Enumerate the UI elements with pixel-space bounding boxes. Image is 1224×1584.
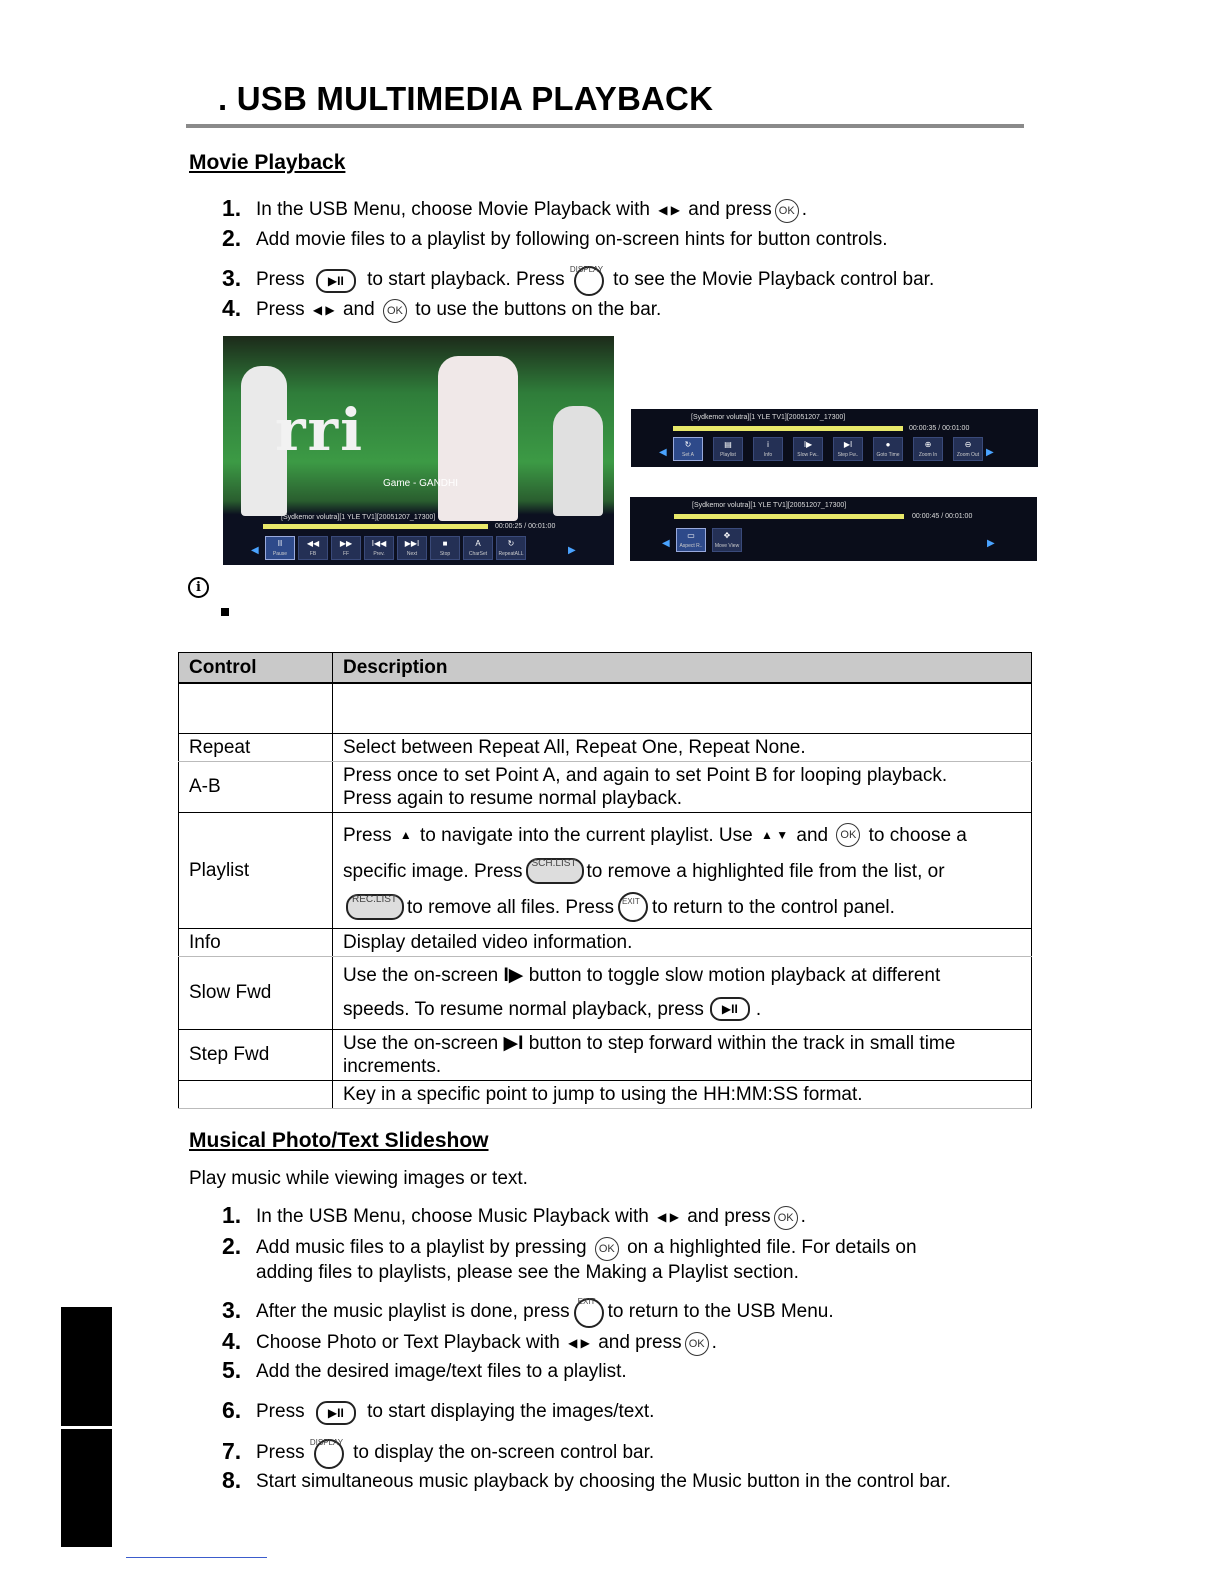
slideshow-step-4: 4. Choose Photo or Text Playback with ◀ ▶ and press OK .	[222, 1328, 717, 1354]
time-readout: 00:00:45 / 00:01:00	[912, 513, 973, 520]
exit-button-icon: EXIT	[574, 1298, 604, 1328]
table-row: Slow Fwd Use the on-screen I▶ button to toggle slow motion playback at different speeds. To resume normal playback, press ▶II .	[179, 956, 1032, 1029]
slideshow-heading: Musical Photo/Text Slideshow	[189, 1129, 489, 1152]
control-bar-button[interactable]: ■ Stop	[430, 536, 460, 560]
control-bar-button[interactable]: i Info	[753, 437, 783, 461]
column-header-control: Control	[179, 653, 333, 684]
title-divider	[186, 124, 1024, 128]
control-bar-button[interactable]: ▶I Step Fw..	[833, 437, 863, 461]
slideshow-step-5: 5. Add the desired image/text files to a playlist.	[222, 1357, 627, 1383]
step-number: 3.	[222, 265, 242, 292]
bar1-control-row	[673, 437, 983, 461]
left-right-arrows-icon: ◀ ▶	[657, 1210, 679, 1224]
display-button-icon: DISPLAY	[574, 266, 604, 296]
slow-forward-icon: I▶	[503, 964, 524, 986]
controls-table	[178, 652, 1032, 1109]
play-pause-icon: ▶II	[316, 1401, 356, 1425]
slideshow-step-1: 1. In the USB Menu, choose Music Playback with ◀ ▶ and press OK .	[222, 1202, 806, 1228]
control-bar-button[interactable]: ◀◀ FB	[298, 536, 328, 560]
step-number: 4.	[222, 295, 242, 321]
right-nav-icon: ▶	[987, 538, 995, 549]
control-bar-button[interactable]: ▶▶I Next	[397, 536, 427, 560]
left-nav-icon: ◀	[659, 447, 667, 458]
rec-list-button-icon: REC.LIST	[346, 894, 404, 920]
control-bar-button[interactable]: ● Goto Time	[873, 437, 903, 461]
screenshot-caption: Game - GANDHI	[383, 478, 459, 489]
step-forward-icon: ▶I	[503, 1032, 524, 1054]
display-button-icon: DISPLAY	[314, 1439, 344, 1469]
table-row: Playlist Press ▲ to navigate into the current playlist. Use ▲ ▼ and OK to choose a specific image. Press SCH.LIST to remove a highlighted file from the list, or REC.LIST to remove all files. Press EXIT to return to the control panel.	[179, 812, 1032, 928]
table-row: Step Fwd Use the on-screen ▶I button to step forward within the track in small time increments.	[179, 1029, 1032, 1080]
left-right-arrows-icon: ◀ ▶	[312, 303, 335, 317]
file-label: [Sydkemor volutra][1 YLE TV1][20051207_17300]	[691, 414, 846, 421]
control-bar-button[interactable]: ▶▶ FF	[331, 536, 361, 560]
control-bar-button[interactable]: ✥ Move View	[712, 528, 742, 552]
column-header-description: Description	[333, 653, 1032, 684]
left-right-arrows-icon: ◀ ▶	[658, 203, 680, 217]
control-bar-button[interactable]: ▭ Aspect R..	[676, 528, 706, 552]
table-row: A-B Press once to set Point A, and again to set Point B for looping playback. Press again to resume normal playback.	[179, 761, 1032, 812]
time-readout: 00:00:35 / 00:01:00	[909, 425, 970, 432]
slideshow-step-3: 3. After the music playlist is done, press EXIT to return to the USB Menu.	[222, 1298, 834, 1328]
movie-step-3: 3. Press ▶II to start playback. Press DISPLAY to see the Movie Playback control bar.	[222, 266, 934, 296]
movie-step-2: 2. Add movie files to a playlist by following on-screen hints for button controls.	[222, 225, 888, 251]
file-label: [Sydkemor volutra][1 YLE TV1][20051207_17300]	[692, 502, 847, 509]
side-tab	[61, 1429, 112, 1547]
ok-button-icon: OK	[595, 1237, 619, 1261]
table-row: Info Display detailed video information.	[179, 928, 1032, 956]
footer-link-line	[126, 1557, 267, 1558]
play-pause-icon: ▶II	[710, 997, 750, 1021]
slideshow-step-8: 8. Start simultaneous music playback by choosing the Music button in the control bar.	[222, 1467, 951, 1493]
movie-step-1: 1. In the USB Menu, choose Movie Playback with ◀ ▶ and press OK .	[222, 195, 808, 221]
time-readout: 00:00:25 / 00:01:00	[495, 523, 556, 530]
control-bar-button[interactable]: ▤ Playlist	[713, 437, 743, 461]
table-row: Key in a specific point to jump to using the HH:MM:SS format.	[179, 1080, 1032, 1108]
progress-bar	[263, 524, 488, 529]
page-title: . USB MULTIMEDIA PLAYBACK	[218, 80, 714, 117]
up-arrow-icon: ▲	[399, 827, 412, 842]
file-label: [Sydkemor volutra][1 YLE TV1][20051207_17300]	[281, 514, 436, 521]
left-nav-icon: ◀	[251, 545, 259, 556]
slideshow-step-6: 6. Press ▶II to start displaying the images/text.	[222, 1397, 655, 1423]
info-icon: i	[188, 577, 209, 598]
ok-button-icon: OK	[836, 823, 860, 847]
right-nav-icon: ▶	[568, 545, 576, 556]
main-control-row	[265, 536, 526, 560]
movie-step-4: 4. Press ◀ ▶ and OK to use the buttons on the bar.	[222, 295, 662, 321]
ok-button-icon: OK	[383, 299, 407, 323]
control-bar-button[interactable]: ⊕ Zoom In	[913, 437, 943, 461]
step-number: 1.	[222, 195, 242, 221]
table-row: Repeat Select between Repeat All, Repeat One, Repeat None.	[179, 733, 1032, 761]
bar2-control-row	[676, 528, 742, 552]
table-header-row	[179, 653, 1032, 684]
right-nav-icon: ▶	[986, 447, 994, 458]
side-tab	[61, 1307, 112, 1426]
control-bar-button[interactable]: I◀◀ Prev.	[364, 536, 394, 560]
step-number: 2.	[222, 225, 242, 251]
photo-figure	[438, 356, 518, 521]
up-down-arrows-icon: ▲ ▼	[761, 827, 789, 842]
control-bar-button[interactable]: II Pause	[265, 536, 295, 560]
ok-button-icon: OK	[685, 1332, 709, 1356]
movie-playback-heading: Movie Playback	[189, 151, 346, 174]
left-right-arrows-icon: ◀ ▶	[568, 1336, 590, 1350]
control-bar-button[interactable]: ⊖ Zoom Out	[953, 437, 983, 461]
exit-button-icon: EXIT	[618, 892, 648, 922]
control-bar-screenshot-2	[630, 497, 1037, 561]
ok-button-icon: OK	[775, 199, 799, 223]
progress-bar	[673, 426, 903, 431]
screenshot-overlay-word: rri	[275, 396, 365, 464]
left-nav-icon: ◀	[662, 538, 670, 549]
bullet-square	[221, 608, 229, 616]
ok-button-icon: OK	[774, 1206, 798, 1230]
control-bar-button[interactable]: I▶ Slow Fw..	[793, 437, 823, 461]
sch-list-button-icon: SCH.LIST	[526, 858, 584, 884]
play-pause-icon: ▶II	[316, 269, 356, 293]
progress-bar	[674, 514, 904, 519]
control-bar-button[interactable]: ↻ RepeatALL	[496, 536, 526, 560]
movie-playback-screenshot	[223, 336, 614, 565]
control-bar-button[interactable]: A CharSet	[463, 536, 493, 560]
control-bar-button[interactable]: ↻ Set A	[673, 437, 703, 461]
photo-figure	[553, 406, 603, 516]
table-row-blank	[179, 683, 1032, 733]
control-bar-screenshot-1	[631, 409, 1038, 467]
slideshow-step-2: 2. Add music files to a playlist by pressing OK on a highlighted file. For details on adding files to playlists, please see the Making a Playlist section.	[222, 1233, 917, 1283]
slideshow-intro: Play music while viewing images or text.	[189, 1168, 528, 1189]
slideshow-step-7: 7. Press DISPLAY to display the on-screen control bar.	[222, 1439, 654, 1469]
